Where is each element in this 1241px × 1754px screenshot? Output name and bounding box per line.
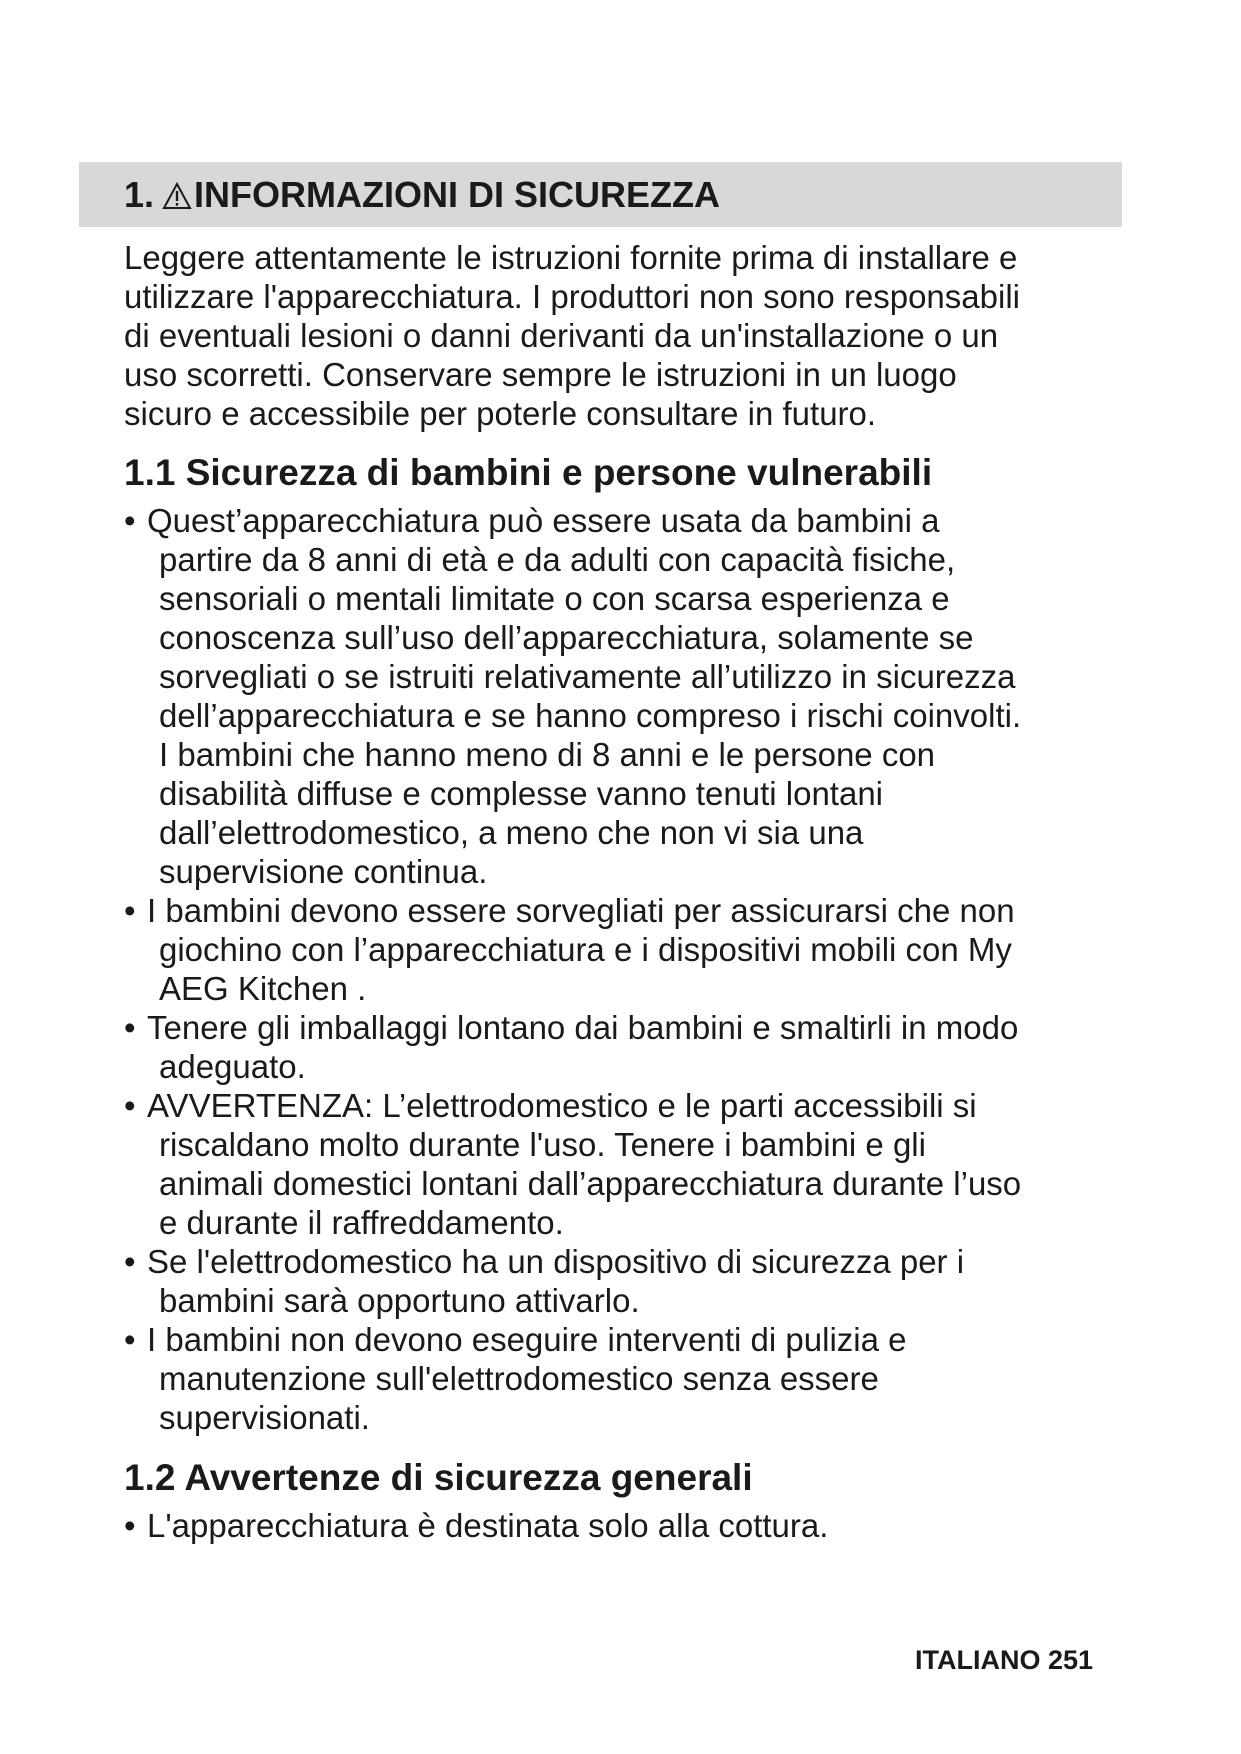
list-item [124, 1242, 1124, 1320]
bullet-line [124, 501, 1124, 540]
bullet-line: manutenzione sull'elettrodomestico senza essere [159, 1360, 879, 1397]
bullet-dot: • [124, 1321, 136, 1358]
bullet-line: disabilità diffuse e complesse vanno tenuti lontani [159, 775, 884, 812]
bullet-dot: • [124, 502, 136, 539]
section-heading-1-1: 1.1 Sicurezza di bambini e persone vulnerabili [124, 452, 933, 493]
bullet-line: supervisionati. [159, 1399, 370, 1436]
bullet-line: partire da 8 anni di età e da adulti con capacità fisiche, [159, 541, 956, 578]
bullet-text: L'apparecchiatura è destinata solo alla cottura. [147, 1507, 829, 1544]
bullet-dot: • [124, 892, 136, 929]
intro-line: sicuro e accessibile per poterle consultare in futuro. [124, 395, 877, 432]
list-item [124, 501, 1124, 891]
bullet-dot: • [124, 1087, 136, 1124]
bullet-line [124, 1320, 1124, 1359]
bullet-line: adeguato. [159, 1048, 306, 1085]
bullet-text: Tenere gli imballaggi lontano dai bambini e smaltirli in modo [147, 1009, 1019, 1046]
list-item [124, 1086, 1124, 1242]
bullet-line: riscaldano molto durante l'uso. Tenere i bambini e gli [159, 1126, 926, 1163]
bullet-line: I bambini che hanno meno di 8 anni e le persone con [159, 736, 936, 773]
bullet-line: bambini sarà opportuno attivarlo. [159, 1282, 640, 1319]
intro-line: uso scorretti. Conservare sempre le istruzioni in un luogo [124, 356, 957, 393]
bullet-line [124, 1242, 1124, 1281]
bullet-line [124, 1086, 1124, 1125]
section-title-text: INFORMAZIONI DI SICUREZZA [194, 174, 721, 215]
bullet-line [124, 1506, 1124, 1545]
list-item [124, 1320, 1124, 1437]
bullet-line: sensoriali o mentali limitate o con scarsa esperienza e [159, 580, 950, 617]
bullet-dot: • [124, 1009, 136, 1046]
bullet-line: e durante il raffreddamento. [159, 1204, 564, 1241]
bullet-line: conoscenza sull’uso dell’apparecchiatura, solamente se [159, 619, 974, 656]
bullet-text: I bambini non devono eseguire interventi di pulizia e [147, 1321, 907, 1358]
bullet-dot: • [124, 1507, 136, 1544]
section-title-number: 1. [124, 174, 155, 215]
list-item [124, 1008, 1124, 1086]
bullet-text: I bambini devono essere sorvegliati per assicurarsi che non [147, 892, 1015, 929]
section-title [124, 174, 720, 216]
bullet-line: dell’apparecchiatura e se hanno compreso i rischi coinvolti. [159, 697, 1022, 734]
bullet-line: supervisione continua. [159, 853, 488, 890]
bullet-line: sorvegliati o se istruiti relativamente all’utilizzo in sicurezza [159, 658, 1016, 695]
bullet-line: dall’elettrodomestico, a meno che non vi sia una [159, 814, 864, 851]
intro-paragraph [124, 238, 1124, 433]
bullet-line: giochino con l’apparecchiatura e i dispositivi mobili con My [159, 931, 1012, 968]
bullet-list-1-2 [124, 1506, 1124, 1545]
intro-line: di eventuali lesioni o danni derivanti da un'installazione o un [124, 317, 999, 354]
bullet-text: Se l'elettrodomestico ha un dispositivo di sicurezza per i [147, 1243, 965, 1280]
warning-triangle-icon [162, 182, 192, 210]
bullet-text: AVVERTENZA: L’elettrodomestico e le parti accessibili si [147, 1087, 977, 1124]
bullet-list-1-1 [124, 501, 1124, 1437]
page-footer-label: ITALIANO 251 [914, 1645, 1093, 1675]
bullet-line: animali domestici lontani dall’apparecchiatura durante l’uso [159, 1165, 1022, 1202]
list-item [124, 891, 1124, 1008]
section-heading-1-2: 1.2 Avvertenze di sicurezza generali [124, 1457, 753, 1498]
bullet-line: AEG Kitchen . [159, 970, 367, 1007]
bullet-line [124, 1008, 1124, 1047]
section-title-band [79, 162, 1122, 227]
list-item [124, 1506, 1124, 1545]
bullet-line [124, 891, 1124, 930]
intro-line: utilizzare l'apparecchiatura. I produttori non sono responsabili [124, 278, 1020, 315]
bullet-text: Quest’apparecchiatura può essere usata da bambini a [147, 502, 940, 539]
bullet-dot: • [124, 1243, 136, 1280]
document-body [124, 238, 1124, 1545]
intro-line: Leggere attentamente le istruzioni fornite prima di installare e [124, 239, 1018, 276]
